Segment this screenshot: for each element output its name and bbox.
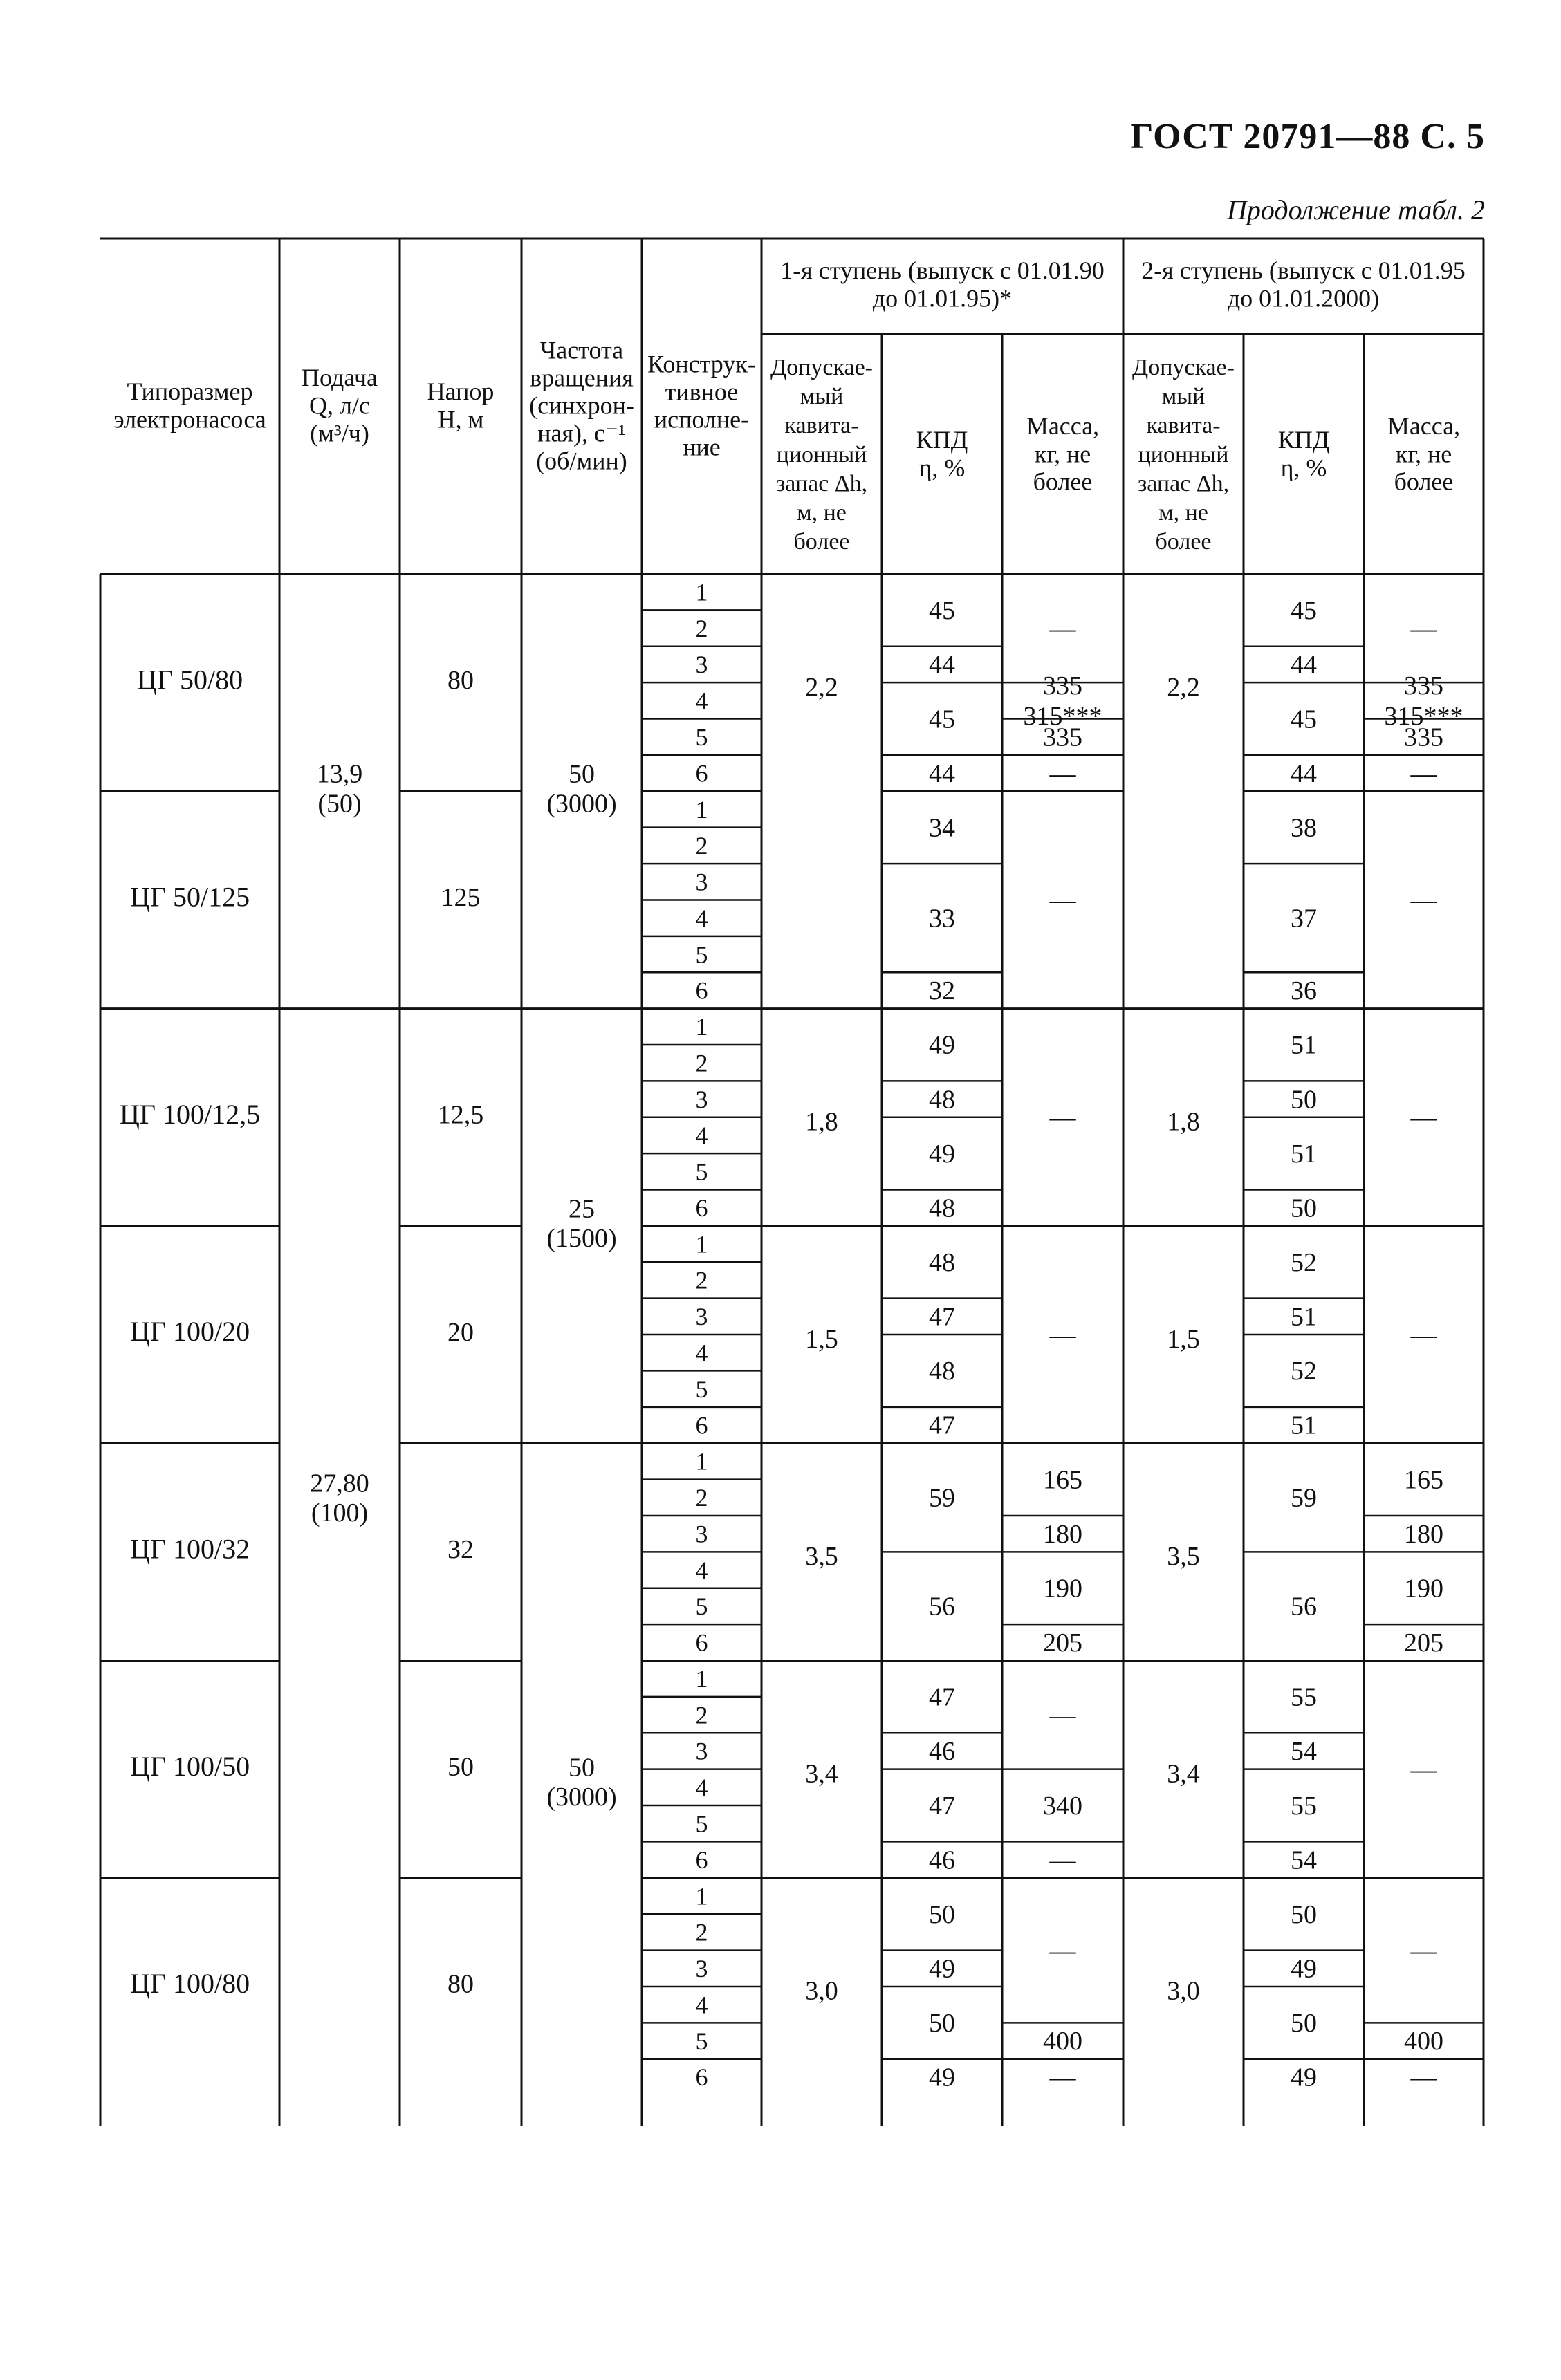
header-efficiency-stage-2: КПД <box>1277 426 1330 454</box>
pump-size-label: ЦГ 100/20 <box>129 1316 250 1348</box>
design-variant-number: 5 <box>695 1158 708 1186</box>
design-variant-number: 6 <box>695 1411 708 1440</box>
efficiency-stage-2: 37 <box>1291 904 1317 933</box>
efficiency-stage-1: 49 <box>929 1954 955 1984</box>
design-variant-number: 4 <box>695 687 708 715</box>
design-variant-number: 3 <box>695 868 708 896</box>
speed-value: 50 <box>569 759 595 789</box>
header-speed: (синхрон- <box>529 391 634 420</box>
head-value: 80 <box>447 665 474 695</box>
npsh-stage-2: 3,0 <box>1167 1976 1200 2006</box>
mass-stage-2: — <box>1410 2063 1437 2092</box>
design-variant-number: 6 <box>695 1628 708 1657</box>
header-npsh-stage-2: Допускае- <box>1132 354 1235 380</box>
header-mass-stage-1: более <box>1033 467 1093 496</box>
design-variant-number: 1 <box>695 1230 708 1258</box>
design-variant-number: 4 <box>695 1339 708 1367</box>
efficiency-stage-1: 47 <box>929 1411 955 1440</box>
mass-stage-1: 190 <box>1043 1574 1082 1603</box>
efficiency-stage-2: 45 <box>1291 705 1317 734</box>
efficiency-stage-2: 55 <box>1291 1791 1317 1821</box>
npsh-stage-1: 3,4 <box>805 1759 838 1789</box>
efficiency-stage-1: 48 <box>929 1193 955 1223</box>
mass-stage-1: 315*** <box>1023 702 1102 732</box>
npsh-stage-2: 1,5 <box>1167 1324 1200 1354</box>
design-variant-number: 2 <box>695 1049 708 1077</box>
header-npsh-stage-2: м, не <box>1158 499 1208 526</box>
efficiency-stage-1: 45 <box>929 596 955 626</box>
design-variant-number: 6 <box>695 976 708 1005</box>
header-mass-stage-1: Масса, <box>1026 411 1100 440</box>
header-design: исполне- <box>654 405 750 434</box>
design-variant-number: 6 <box>695 1846 708 1874</box>
mass-stage-1: 340 <box>1043 1791 1082 1821</box>
head-value: 32 <box>447 1535 474 1565</box>
efficiency-stage-2: 38 <box>1291 813 1317 843</box>
design-variant-number: 4 <box>695 904 708 932</box>
design-variant-number: 1 <box>695 1013 708 1041</box>
header-efficiency-stage-2: η, % <box>1280 454 1327 482</box>
mass-stage-2: — <box>1410 1936 1437 1966</box>
efficiency-stage-2: 49 <box>1291 1954 1317 1984</box>
header-npsh-stage-2: более <box>1155 528 1212 555</box>
pump-size-label: ЦГ 100/80 <box>129 1968 250 2000</box>
header-npsh-stage-1: м, не <box>797 499 847 526</box>
mass-stage-1: — <box>1049 1103 1076 1133</box>
design-variant-number: 5 <box>695 1592 708 1621</box>
design-variant-number: 4 <box>695 1122 708 1150</box>
efficiency-stage-2: 44 <box>1291 650 1317 680</box>
mass-stage-2: 205 <box>1404 1628 1443 1658</box>
mass-stage-2: — <box>1410 886 1437 915</box>
efficiency-stage-1: 48 <box>929 1248 955 1278</box>
npsh-stage-2: 1,8 <box>1167 1107 1200 1137</box>
design-variant-number: 1 <box>695 1447 708 1476</box>
mass-stage-1: — <box>1049 2063 1076 2092</box>
efficiency-stage-2: 59 <box>1291 1483 1317 1513</box>
header-speed: ная), с⁻¹ <box>537 419 626 447</box>
efficiency-stage-2: 36 <box>1291 976 1317 1006</box>
header-flow: Q, л/с <box>309 391 370 420</box>
efficiency-stage-2: 52 <box>1291 1248 1317 1278</box>
efficiency-stage-2: 50 <box>1291 1193 1317 1223</box>
header-mass-stage-2: более <box>1394 467 1454 496</box>
mass-stage-2: 335 <box>1404 671 1443 701</box>
header-stage-1: до 01.01.95)* <box>872 284 1013 313</box>
header-npsh-stage-2: мый <box>1161 383 1206 409</box>
design-variant-number: 2 <box>695 614 708 642</box>
design-variant-number: 1 <box>695 578 708 606</box>
pump-size-label: ЦГ 50/80 <box>136 664 243 696</box>
mass-stage-2: — <box>1410 614 1437 644</box>
design-variant-number: 2 <box>695 1484 708 1512</box>
design-variant-number: 3 <box>695 1520 708 1548</box>
head-value: 80 <box>447 1969 474 1999</box>
efficiency-stage-1: 48 <box>929 1357 955 1386</box>
efficiency-stage-1: 49 <box>929 1030 955 1060</box>
speed-value: 50 <box>569 1753 595 1783</box>
design-variant-number: 1 <box>695 1664 708 1693</box>
header-speed: (об/мин) <box>536 447 627 475</box>
npsh-stage-1: 2,2 <box>805 672 838 702</box>
header-design: тивное <box>665 378 739 406</box>
mass-stage-1: 180 <box>1043 1519 1082 1549</box>
pump-size-label: ЦГ 50/125 <box>129 881 250 913</box>
mass-stage-2: 190 <box>1404 1574 1443 1603</box>
flow-value: 13,9 <box>316 759 363 789</box>
mass-stage-2: 180 <box>1404 1519 1443 1549</box>
efficiency-stage-2: 54 <box>1291 1846 1317 1875</box>
mass-stage-1: 335 <box>1043 671 1082 701</box>
design-variant-number: 4 <box>695 1991 708 2019</box>
design-variant-number: 3 <box>695 1303 708 1331</box>
header-design: Конструк- <box>647 350 756 378</box>
merged-cell-mask <box>1125 789 1243 793</box>
design-variant-number: 6 <box>695 759 708 788</box>
speed-value: (3000) <box>546 789 617 819</box>
mass-stage-1: — <box>1049 1700 1076 1730</box>
efficiency-stage-1: 33 <box>929 904 955 933</box>
header-flow: (м³/ч) <box>310 419 369 447</box>
mass-stage-1: 165 <box>1043 1465 1082 1495</box>
design-variant-number: 3 <box>695 1085 708 1113</box>
efficiency-stage-1: 59 <box>929 1483 955 1513</box>
head-value: 20 <box>447 1317 474 1347</box>
efficiency-stage-2: 52 <box>1291 1357 1317 1386</box>
efficiency-stage-2: 56 <box>1291 1592 1317 1621</box>
efficiency-stage-1: 45 <box>929 705 955 734</box>
mass-stage-1: 400 <box>1043 2027 1082 2056</box>
npsh-stage-1: 1,5 <box>805 1324 838 1354</box>
efficiency-stage-1: 46 <box>929 1737 955 1767</box>
header-stage-2: до 01.01.2000) <box>1227 284 1380 313</box>
mass-stage-2: — <box>1410 1755 1437 1785</box>
design-variant-number: 3 <box>695 1737 708 1765</box>
efficiency-stage-2: 49 <box>1291 2063 1317 2092</box>
header-head: H, м <box>437 405 484 434</box>
header-npsh-stage-1: ционный <box>776 441 867 467</box>
speed-value: 25 <box>569 1194 595 1224</box>
efficiency-stage-2: 55 <box>1291 1682 1317 1712</box>
efficiency-stage-2: 50 <box>1291 1899 1317 1929</box>
head-value: 50 <box>447 1752 474 1782</box>
table-continuation-note: Продолжение табл. 2 <box>1226 194 1485 225</box>
efficiency-stage-1: 50 <box>929 1899 955 1929</box>
header-speed: Частота <box>539 336 624 364</box>
header-mass-stage-2: Масса, <box>1387 411 1461 440</box>
mass-stage-1: — <box>1049 614 1076 644</box>
efficiency-stage-2: 51 <box>1291 1030 1317 1060</box>
design-variant-number: 3 <box>695 651 708 679</box>
efficiency-stage-1: 46 <box>929 1846 955 1875</box>
mass-stage-2: — <box>1410 1103 1437 1133</box>
design-variant-number: 1 <box>695 795 708 824</box>
header-efficiency-stage-1: η, % <box>918 454 966 482</box>
efficiency-stage-2: 51 <box>1291 1139 1317 1169</box>
efficiency-stage-1: 32 <box>929 976 955 1006</box>
mass-stage-1: — <box>1049 1320 1076 1350</box>
design-variant-number: 2 <box>695 1918 708 1946</box>
header-npsh-stage-1: Допускае- <box>770 354 873 380</box>
header-npsh-stage-1: более <box>793 528 850 555</box>
mass-stage-1: 335 <box>1043 723 1082 752</box>
header-efficiency-stage-1: КПД <box>916 426 968 454</box>
flow-value: 27,80 <box>310 1469 369 1498</box>
mass-stage-1: — <box>1049 886 1076 915</box>
flow-value: (50) <box>317 789 362 819</box>
efficiency-stage-2: 51 <box>1291 1411 1317 1440</box>
mass-stage-2: 165 <box>1404 1465 1443 1495</box>
design-variant-number: 6 <box>695 1193 708 1222</box>
header-speed: вращения <box>530 364 634 392</box>
efficiency-stage-1: 49 <box>929 1139 955 1169</box>
efficiency-stage-1: 34 <box>929 813 955 843</box>
header-mass-stage-1: кг, не <box>1034 440 1091 468</box>
efficiency-stage-2: 50 <box>1291 2009 1317 2038</box>
header-stage-1: 1-я ступень (выпуск с 01.01.90 <box>780 257 1105 285</box>
design-variant-number: 4 <box>695 1556 708 1584</box>
mass-stage-2: — <box>1410 1320 1437 1350</box>
design-variant-number: 5 <box>695 1375 708 1403</box>
efficiency-stage-1: 44 <box>929 759 955 788</box>
page-title: ГОСТ 20791—88 С. 5 <box>1130 117 1485 156</box>
design-variant-number: 5 <box>695 1810 708 1838</box>
efficiency-stage-2: 51 <box>1291 1302 1317 1332</box>
efficiency-stage-2: 54 <box>1291 1737 1317 1767</box>
design-variant-number: 6 <box>695 2063 708 2092</box>
mass-stage-1: — <box>1049 1936 1076 1966</box>
efficiency-stage-2: 44 <box>1291 759 1317 788</box>
design-variant-number: 4 <box>695 1774 708 1802</box>
head-value: 125 <box>441 883 481 913</box>
npsh-stage-2: 3,4 <box>1167 1759 1200 1789</box>
header-stage-2: 2-я ступень (выпуск с 01.01.95 <box>1141 257 1466 285</box>
head-value: 12,5 <box>437 1100 484 1130</box>
efficiency-stage-1: 44 <box>929 650 955 680</box>
design-variant-number: 1 <box>695 1882 708 1910</box>
efficiency-stage-1: 47 <box>929 1302 955 1332</box>
design-variant-number: 5 <box>695 2027 708 2055</box>
header-design: ние <box>683 433 721 461</box>
design-variant-number: 5 <box>695 723 708 751</box>
npsh-stage-1: 3,0 <box>805 1976 838 2006</box>
header-npsh-stage-2: ционный <box>1138 441 1229 467</box>
efficiency-stage-1: 49 <box>929 2063 955 2092</box>
efficiency-stage-1: 47 <box>929 1791 955 1821</box>
design-variant-number: 2 <box>695 1266 708 1294</box>
pump-size-label: ЦГ 100/50 <box>129 1750 250 1782</box>
mass-stage-2: 400 <box>1404 2027 1443 2056</box>
npsh-stage-2: 3,5 <box>1167 1542 1200 1572</box>
design-variant-number: 2 <box>695 832 708 860</box>
flow-value: (100) <box>311 1498 369 1527</box>
speed-value: (1500) <box>546 1223 617 1253</box>
mass-stage-1: — <box>1049 759 1076 788</box>
header-npsh-stage-2: кавита- <box>1146 412 1221 438</box>
efficiency-stage-2: 50 <box>1291 1085 1317 1115</box>
header-size: Типоразмер <box>127 378 253 406</box>
mass-stage-2: 335 <box>1404 723 1443 752</box>
design-variant-number: 2 <box>695 1701 708 1729</box>
efficiency-stage-1: 50 <box>929 2009 955 2038</box>
design-variant-number: 3 <box>695 1955 708 1983</box>
speed-value: (3000) <box>546 1783 617 1812</box>
header-flow: Подача <box>302 363 378 391</box>
header-npsh-stage-1: запас Δh, <box>775 470 868 496</box>
mass-stage-2: 315*** <box>1384 702 1463 732</box>
npsh-stage-2: 2,2 <box>1167 672 1200 702</box>
mass-stage-1: — <box>1049 1846 1076 1875</box>
header-head: Напор <box>427 378 495 406</box>
efficiency-stage-2: 45 <box>1291 596 1317 626</box>
npsh-stage-1: 3,5 <box>805 1542 838 1572</box>
pump-size-label: ЦГ 100/32 <box>129 1533 250 1565</box>
mass-stage-1: 205 <box>1043 1628 1082 1658</box>
mass-stage-2: — <box>1410 759 1437 788</box>
merged-cell-mask <box>763 789 881 793</box>
npsh-stage-1: 1,8 <box>805 1107 838 1137</box>
efficiency-stage-1: 47 <box>929 1682 955 1712</box>
efficiency-stage-1: 48 <box>929 1085 955 1115</box>
pump-size-label: ЦГ 100/12,5 <box>119 1098 261 1130</box>
efficiency-stage-1: 56 <box>929 1592 955 1621</box>
header-size: электронасоса <box>113 405 266 434</box>
header-mass-stage-2: кг, не <box>1395 440 1452 468</box>
header-npsh-stage-1: кавита- <box>784 412 859 438</box>
header-npsh-stage-1: мый <box>800 383 844 409</box>
header-npsh-stage-2: запас Δh, <box>1137 470 1230 496</box>
design-variant-number: 5 <box>695 940 708 969</box>
